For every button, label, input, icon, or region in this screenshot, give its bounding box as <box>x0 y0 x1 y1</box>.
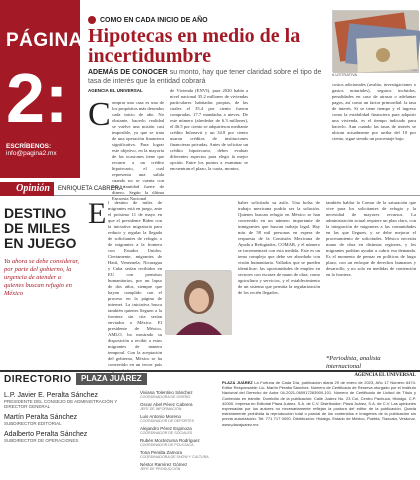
staff-name: Oscar Abel Pérez Cabrera <box>140 402 193 407</box>
staff-entry <box>140 462 215 471</box>
author-credit-text: *Periodista, analista internacional <box>326 355 381 370</box>
contact-line <box>6 143 80 157</box>
staff-name: Rubén Moctezuma Rodríguez <box>140 438 200 443</box>
bullet-dot-icon <box>88 16 96 24</box>
opinion-author: ENRIQUETA CABRERA* <box>58 186 126 192</box>
person-role: SUBDIRECTOR DE OPERACIONES <box>4 438 79 443</box>
deck-text: su monto, hay que tener claridad sobre el tipo de tasa de interés que la entidad cobrará <box>88 69 322 85</box>
staff-role: COORDINADOR DE DEPORTES <box>140 419 195 423</box>
directory-section <box>0 370 420 480</box>
opinion-tag: Opinión <box>0 182 54 196</box>
author-portrait-icon <box>166 271 232 335</box>
staff-role: JEFE DE PRODUCCIÓN <box>140 467 181 471</box>
directory-title: DIRECTORIO <box>4 374 72 385</box>
story-column-2: de Vivienda (ENVI), para 2020 había a nivel nacional 35.2 millones de viviendas particulares habitadas propias, de las cuales el 35.4 por ciento fueron compradas, 17.7 mandadas a nieves. De este número (alrededor de 6.3 millones), el 46.5 por ciento se adquirieron mediante crédito Infonavit y un 34.8 por ciento usaron créditos de instituciones financieras privadas. Antes de solicitar un crédito hipotecario, debes evaluar diferentes aspectos para elegir la mejor opción. Entre los puntos a examinar se encuentran el plazo, la cuota, montos, <box>170 88 248 171</box>
kicker-text: COMO EN CADA INICIO DE AÑO <box>100 16 208 24</box>
directory-leaders <box>4 392 134 448</box>
story-column-3-top <box>254 34 326 176</box>
staff-name: Viviana Tolentino Sánchez <box>140 390 193 395</box>
staff-entry <box>140 450 215 459</box>
story-headline: Hipotecas en medio de la incertidumbre <box>88 25 301 67</box>
story-column-3: costos adicionales (avalúo, investigaciones o gastos notariales), seguros incluidos, penalidades en caso de atrasar o adelantar pagos, así como un factor primordial: la tasa de interés. Si se tiene tiempo y el ingreso como la estabilidad financiera para adquirir una vivienda, es el tiempo indicado para hacerlo. Aun cuando las tasas de interés se ubican actualmente por arriba del 10 por ciento, sigue siendo un porcentaje bajo. <box>332 82 416 141</box>
story-column-1: omprar una casa es una de los propósitos más deseados cada inicio de año. No obstante, hacerlo realidad se vuelve una misión casi imposible, ya que se trata de una operación financiera significativa. Para lograr este objetivo, en la mayoría de las ocasiones tiene que recurrir a un crédito hipotecario, el cual representa una salida cuando no se cuenta con una cantidad fuerte de dinero. Según la última Encuesta Nacional <box>112 100 164 201</box>
publication-logo: PLAZA JUÁREZ <box>76 373 147 385</box>
staff-entry <box>140 390 215 399</box>
directory-entry <box>4 431 134 443</box>
directory-entry <box>4 392 134 409</box>
staff-name: Tona Peralta Zamora <box>140 450 183 455</box>
author-photo <box>165 270 231 334</box>
staff-entry <box>140 402 215 411</box>
staff-entry <box>140 414 215 423</box>
opinion-summary: Ya ahora se debe considerar, por parte del gobierno, la urgencia de atender a quienes buscan refugio en México <box>4 258 80 297</box>
staff-name: Alejandro Pérez Espinoza <box>140 426 192 431</box>
section-page-number: 2: <box>6 59 69 137</box>
person-name: Martín Peralta Sánchez <box>4 414 78 421</box>
story-agency: AGENCIA EL UNIVERSAL <box>88 88 143 93</box>
banknote-photo <box>332 10 418 72</box>
legal-notice <box>222 380 416 427</box>
staff-name: Néstor Ramírez Gómez <box>140 462 188 467</box>
staff-role: COORDINADOR DE POLICIACA <box>140 443 194 447</box>
opinion-column-1: l destino de miles de migrantes está en juego, ante el próximo 11 de mayo en que el presidente Biden con la iniciativa migratoria para reducir y regular la llegada de solicitantes de refugio o de migrantes a la frontera con Estados Unidos. Ciertamente, migrantes de Haití, Venezuela, Nicaragua y Cuba serían recibidos en EU con permisos humanitarios, por un lapso de dos años, siempre que hayan cumplido con el proceso en la página de internet. La iniciativa busca también quienes lleguen a la frontera sin cita serían enviados a México. El presidente de México, AMLO, ha mostrado su disposición a recibir a estos migrantes de manera temporal. Con la aceptación del gobierno, México se ha convertido en un tercer país seguro de facto. <box>108 200 162 373</box>
opinion-column-3: también hablar la Comar de la saturación que vive para los solicitantes de refugio y la necesidad de mayores recursos. La administración actual requiere un plan claro, con la integración de migrantes a las comunidades en las que lleguen, y se debe mejorar el procesamiento de solicitudes. México necesita mano de obra en distintas regiones, y los migrantes podrían ayudar a cubrir esa demanda. Es el momento de pensar en políticas de largo plazo, con un enfoque de derechos humanos y desarrollo, y no solo en medidas de contención en la frontera. <box>326 200 416 277</box>
staff-entry <box>140 426 215 435</box>
opinion-header <box>0 182 420 196</box>
staff-role: COORDINADORA DE DISEÑO <box>140 395 191 399</box>
directory-staff <box>140 390 215 474</box>
opinion-column-1b <box>165 200 231 266</box>
section-title: PÁGINA <box>6 30 83 51</box>
staff-role: COORDINADOR DE SOCIALES <box>140 431 193 435</box>
staff-entry <box>140 438 215 447</box>
opinion-headline: DESTINO DE MILES EN JUEGO <box>4 205 77 251</box>
divider <box>54 195 420 196</box>
staff-role: JEFE DE INFORMACIÓN <box>140 407 182 411</box>
contact-email[interactable]: info@pagina2.mx <box>6 150 57 157</box>
legal-title: PLAZA JUÁREZ <box>222 380 253 385</box>
drop-cap: E <box>88 197 107 230</box>
author-credit-agency: AGENCIA EL UNIVERSAL <box>354 373 416 378</box>
staff-role: COORDINADORA DE SHOW Y CULTURA <box>140 455 209 459</box>
person-name: Adalberto Peralta Sánchez <box>4 431 88 438</box>
contact-label: ESCRÍBENOS: <box>6 143 52 150</box>
legal-text: La Fortuna de Cada Día, publicación diaria 29 de enero de 2023, Año 17 Número 6474. Editor Responsable: Lic. Martín Peralta Sánchez. Número de Certificado de Reserva otorgado por el Instituto Nacional del Derecho de Autor 04-2021-060917263900-101. Número de Certificado de Licitud de Título y Contenido en trámite. Domicilio de la publicación: Calle Juárez No. 23 Col. Centro Pachuca, Hidalgo. C.P. 42000. Impresa en Editorial Plaza Juárez, S.A. de C.V. Distribuidor: Plaza Juárez, S.A. de C.V. Las opiniones expresadas por los autores no necesariamente reflejan la postura del editor de la publicación. Queda estrictamente prohibida la reproducción total o parcial de los contenidos e imágenes de la publicación sin previa autorización. Tel: 771 717 0000. Distribución: Hidalgo, Estado de México, Puebla, Tlaxcala, Veracruz. www.plazajuarez.mx <box>222 380 416 427</box>
story-kicker <box>88 16 208 24</box>
staff-name: Luis Antonio Moreno <box>140 414 182 419</box>
opinion-column-2: haber solicitado su asilo. Una bolsa de trabajo mexicana podría ser la solución. Quienes buscan refugio en México se han convertido en un número importante de inmigrantes que buscan trabajo legal. Hay más de 58 mil personas en espera de respuesta de la Comisión Mexicana de Ayuda a Refugiados, COMAR, y el número se incrementará con esta medida. Este es un tema complejo que debe ser abordado con visión humanitaria. Vallados que se pueden identificar: las oportunidades de empleo en sectores con escasez de mano de obra, como agricultura y servicios, y el establecimiento de un sistema que permita la regularización de los recién llegados. <box>238 200 320 295</box>
person-role: PRESIDENTE DEL CONSEJO DE ADMINISTRACIÓN Y DIRECTOR GENERAL <box>4 399 118 409</box>
photo-caption: ILUSTRATIVA <box>332 72 358 77</box>
section-brand-panel <box>0 0 83 178</box>
drop-cap: C <box>88 96 111 133</box>
person-role: SUBDIRECTOR EDITORIAL <box>4 421 62 426</box>
person-name: L.P. Javier E. Peralta Sánchez <box>4 392 99 399</box>
banknotes-image-icon <box>333 11 419 73</box>
deck-lead: ADEMÁS DE CONOCER <box>88 69 168 76</box>
directory-entry <box>4 414 134 426</box>
